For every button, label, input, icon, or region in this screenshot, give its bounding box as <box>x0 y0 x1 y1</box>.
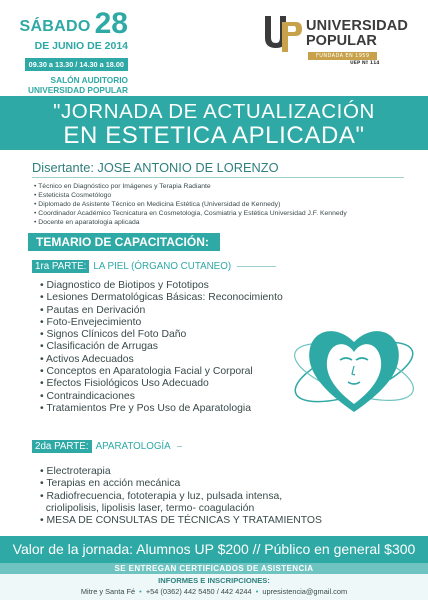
topic-item: • Tratamientos Pre y Pos Uso de Aparatologia <box>40 403 283 415</box>
part-2-name: APARATOLOGÍA <box>95 441 171 452</box>
speaker-divider <box>32 177 404 178</box>
topic-item: • Foto-Envejecimiento <box>40 317 283 329</box>
info-title: INFORMES E INSCRIPCIONES: <box>158 576 270 585</box>
topic-item: • Activos Adecuados <box>40 354 283 366</box>
part-1-rule <box>237 266 276 267</box>
phone[interactable]: +54 (0362) 442 5450 / 442 4244 <box>145 587 252 596</box>
separator: • <box>255 587 259 596</box>
venue-line-1: SALÓN AUDITORIO <box>50 75 128 85</box>
speaker-credentials <box>34 182 347 227</box>
topic-item: • Conceptos en Aparatologia Facial y Corporal <box>40 366 283 378</box>
part-2-topics <box>40 466 322 527</box>
separator: • <box>139 587 142 596</box>
title-line-1: "JORNADA DE ACTUALIZACIÓN <box>53 100 375 123</box>
venue-line-2: UNIVERSIDAD POPULAR <box>27 85 128 95</box>
topic-item: • Clasificación de Arrugas <box>40 341 283 353</box>
header <box>0 0 428 96</box>
topic-item: • Lesiones Dermatológicas Básicas: Reconocimiento <box>40 292 283 304</box>
email-link[interactable]: upresistencia@gmail.com <box>262 587 348 596</box>
part-1-name: LA PIEL (ÓRGANO CUTANEO) <box>93 261 232 272</box>
university-logo-mark <box>262 14 302 54</box>
content-area <box>0 150 428 536</box>
venue <box>6 75 128 95</box>
topic-item: • Efectos Fisiológicos Uso Adecuado <box>40 378 283 390</box>
university-logo <box>258 14 424 80</box>
logo-line-2: POPULAR <box>306 33 377 49</box>
logo-founded-badge: FUNDADA EN 1959 <box>308 52 377 60</box>
topic-item: • Signos Clínicos del Foto Daño <box>40 329 283 341</box>
logo-line-1: UNIVERSIDAD <box>306 18 409 34</box>
part-1-topics <box>40 280 283 415</box>
topic-item: • Contraindicaciones <box>40 391 283 403</box>
logo-code: UEP Nº 114 <box>350 61 380 66</box>
part-1-tag: 1ra PARTE: <box>32 260 89 273</box>
credential-item: • Esteticista Cosmetólogo <box>34 191 347 200</box>
heart-face-icon <box>290 308 418 420</box>
month-year: DE JUNIO DE 2014 <box>34 40 128 52</box>
credential-item: • Docente en aparatologia aplicada <box>34 218 347 227</box>
topic-item: • Pautas en Derivación <box>40 305 283 317</box>
topic-item: • Diagnostico de Biotipos y Fototipos <box>40 280 283 292</box>
title-band <box>0 96 428 150</box>
weekday: SÁBADO <box>19 18 91 35</box>
date-row <box>6 7 128 40</box>
speaker-name: Disertante: JOSE ANTONIO DE LORENZO <box>32 160 279 175</box>
temario-heading: TEMARIO DE CAPACITACIÓN: <box>28 233 220 251</box>
certificates-band: SE ENTREGAN CERTIFICADOS DE ASISTENCIA <box>0 563 428 574</box>
footer <box>0 574 428 600</box>
title-line-2: EN ESTETICA APLICADA" <box>63 122 365 149</box>
credential-item: • Técnico en Diagnóstico por Imágenes y Terapia Radiante <box>34 182 347 191</box>
topic-item: • Terapias en acción mecánica <box>40 478 322 490</box>
address: Mitre y Santa Fé <box>80 587 136 596</box>
contact-line <box>0 586 428 598</box>
topic-item: • MESA DE CONSULTAS DE TÉCNICAS Y TRATAMIENTOS <box>40 515 322 527</box>
credential-item: • Diplomado de Asistente Técnico en Medicina Estética (Universidad de Kennedy) <box>34 200 347 209</box>
time-badge: 09.30 a 13.30 / 14.30 a 18.00 <box>25 58 128 71</box>
price-band: Valor de la jornada: Alumnos UP $200 // Público en general $300 <box>0 536 428 563</box>
topic-item-continuation: criolipolisis, lipolisis laser, termo- coagulación <box>45 502 255 514</box>
part-1-header <box>32 260 276 273</box>
day-number: 28 <box>94 7 128 40</box>
topic-item: • Electroterapia <box>40 466 322 478</box>
part-2-tag: 2da PARTE: <box>32 440 92 453</box>
part-2-header <box>32 440 182 453</box>
topic-item: • Radiofrecuencia, fototerapia y luz, pulsada intensa, <box>40 491 322 503</box>
credential-item: • Coordinador Académico Tecnicatura en Cosmetologia, Cosmiatria y Estética Universidad J.F. Kennedy <box>34 209 347 218</box>
part-2-rule <box>177 446 182 447</box>
event-date-block <box>6 7 128 95</box>
